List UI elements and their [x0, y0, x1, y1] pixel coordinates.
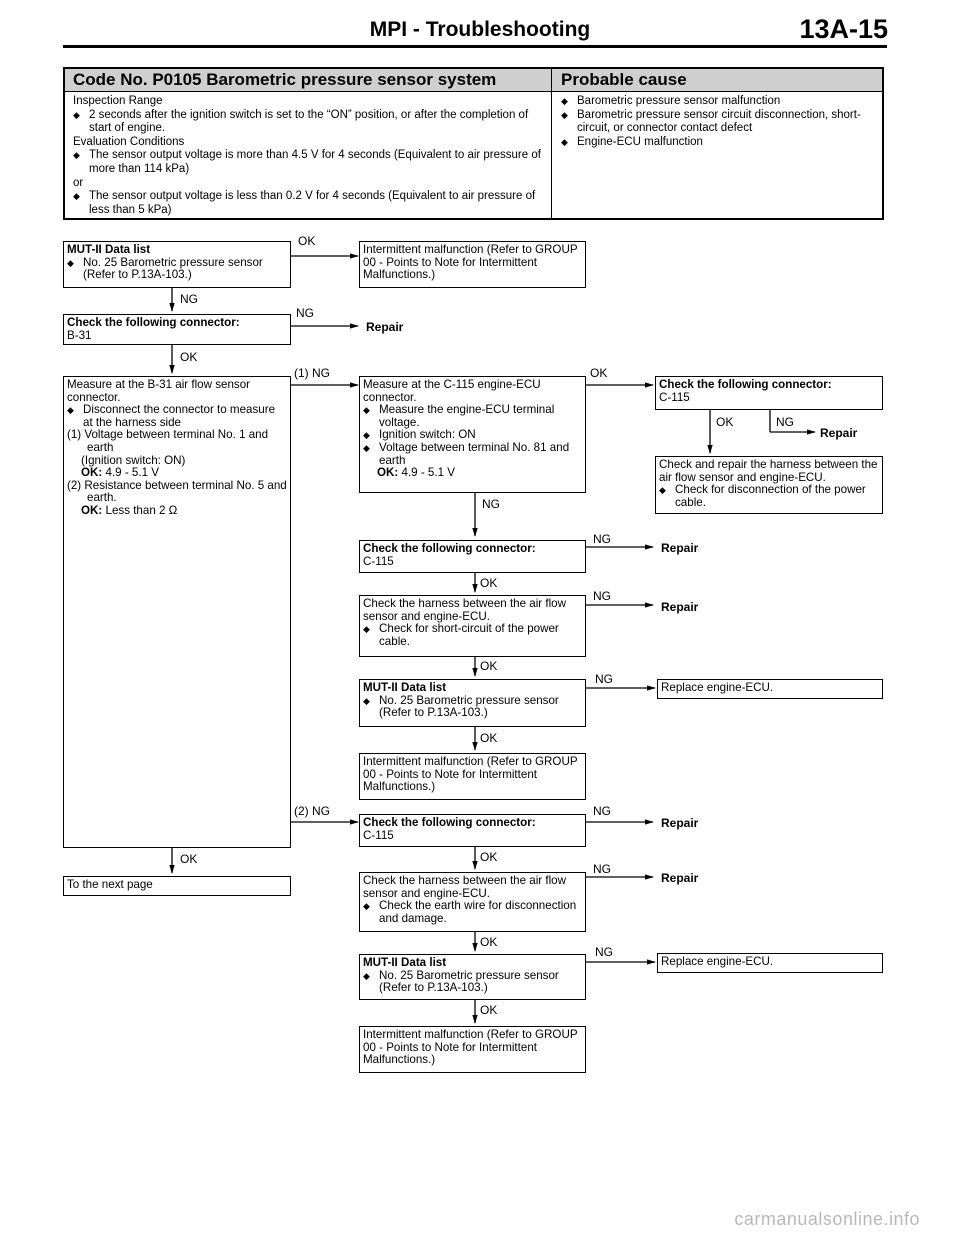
ok-spec-value: 4.9 - 5.1 V	[105, 466, 159, 480]
box-text: Intermittent malfunction (Refer to GROUP 00 - Points to Note for Intermittent Malfunctions.)	[363, 243, 578, 282]
evaluation-label: Evaluation Conditions	[73, 135, 185, 148]
box-title: Check and repair the harness between the air flow sensor and engine-ECU.	[659, 458, 878, 484]
intermittent-malfunction-box	[359, 241, 586, 288]
intermittent-malfunction-box-2	[359, 753, 586, 800]
ok-label: OK	[180, 350, 198, 364]
box-text: Replace engine-ECU.	[661, 955, 774, 968]
mut-data-list-box	[63, 241, 291, 288]
replace-ecu-box-2	[657, 953, 883, 973]
check-connector-b31-box	[63, 314, 291, 345]
ok-label: OK	[180, 852, 198, 866]
step-2: (2) Resistance between terminal No. 5 and earth.	[67, 478, 287, 505]
page-title: MPI - Troubleshooting	[369, 18, 591, 41]
connector-id: C-115	[659, 390, 690, 404]
box-title: Check the following connector:	[363, 542, 536, 555]
evaluation-or: or	[73, 176, 84, 189]
box-title: Check the following connector:	[67, 316, 240, 329]
box-bullet: ◆ Check for short-circuit of the power cable.	[363, 623, 582, 648]
ok-label: OK	[480, 1003, 498, 1017]
cause-item: ◆ Barometric pressure sensor circuit disconnection, short-circuit, or connector contact defect	[561, 109, 876, 136]
box-title: MUT-II Data list	[363, 681, 447, 694]
ng-label: NG	[296, 306, 314, 320]
ok-label: OK	[480, 731, 498, 745]
ng-label: NG	[593, 589, 611, 603]
box-bullet: ◆ No. 25 Barometric pressure sensor (Refer to P.13A-103.)	[363, 970, 582, 995]
inspection-range-label: Inspection Range	[73, 95, 163, 107]
inspection-range-text: ◆ 2 seconds after the ignition switch is set to the “ON” position, or after the completion of start of engine.	[73, 109, 543, 136]
section-code: 13A-15	[799, 14, 888, 44]
measure-c115-box	[359, 376, 586, 493]
repair-label: Repair	[661, 816, 699, 830]
box-bullet: ◆ Measure the engine-ECU terminal voltage.	[363, 404, 582, 429]
ng-label: NG	[593, 862, 611, 876]
connector-id: C-115	[363, 828, 394, 842]
table-header-code: Code No. P0105 Barometric pressure sensor system	[73, 70, 497, 89]
box-text: Intermittent malfunction (Refer to GROUP 00 - Points to Note for Intermittent Malfunctions.)	[363, 755, 578, 794]
check-harness-short-box	[359, 595, 586, 657]
box-bullet: ◆ Check for disconnection of the power cable.	[659, 484, 879, 509]
box-title: Measure at the B-31 air flow sensor connector.	[67, 378, 251, 404]
step-1: (1) Voltage between terminal No. 1 and earth	[67, 428, 269, 454]
evaluation-condition-2: ◆ The sensor output voltage is less than 0.2 V for 4 seconds (Equivalent to air pressure of less than 5 kPa)	[73, 190, 543, 217]
measure-b31-box	[63, 376, 291, 848]
ok-label: OK	[716, 415, 734, 429]
evaluation-condition-1: ◆ The sensor output voltage is more than 4.5 V for 4 seconds (Equivalent to air pressure of more than 114 kPa)	[73, 149, 543, 176]
table-header-cause: Probable cause	[561, 70, 687, 89]
check-harness-earth-box	[359, 872, 586, 932]
box-text: To the next page	[67, 878, 153, 891]
box-bullet: ◆ Voltage between terminal No. 81 and earth	[363, 442, 582, 467]
box-bullet: ◆ No. 25 Barometric pressure sensor (Refer to P.13A-103.)	[67, 257, 287, 282]
cause-item: ◆ Barometric pressure sensor malfunction	[561, 95, 876, 109]
ng-label: NG	[482, 497, 500, 511]
ok-label: OK	[480, 659, 498, 673]
mut-data-list-box-2	[359, 679, 586, 727]
box-title: MUT-II Data list	[67, 243, 151, 256]
ok-spec-label: OK:	[81, 503, 103, 517]
box-bullet: ◆ Disconnect the connector to measure at the harness side	[67, 404, 287, 429]
ok-label: OK	[480, 576, 498, 590]
box-text: Intermittent malfunction (Refer to GROUP 00 - Points to Note for Intermittent Malfunctions.)	[363, 1028, 578, 1067]
box-text: Replace engine-ECU.	[661, 681, 774, 694]
ok-label: OK	[480, 935, 498, 949]
ng-label: NG	[595, 672, 613, 686]
box-title: Check the harness between the air flow sensor and engine-ECU.	[363, 874, 567, 900]
ng-label: NG	[776, 415, 794, 429]
intermittent-malfunction-box-3	[359, 1026, 586, 1073]
ng-label: (1) NG	[294, 366, 330, 380]
repair-label: Repair	[661, 541, 699, 555]
repair-label: Repair	[661, 600, 699, 614]
box-bullet: ◆ Ignition switch: ON	[363, 429, 582, 442]
box-title: Measure at the C-115 engine-ECU connector.	[363, 378, 541, 404]
ok-spec-value: 4.9 - 5.1 V	[401, 466, 455, 480]
step-1-condition: (Ignition switch: ON)	[81, 453, 186, 467]
next-page-box	[63, 876, 291, 896]
check-connector-c115-box-3	[655, 376, 883, 410]
ok-spec-label: OK:	[81, 466, 103, 480]
box-title: Check the following connector:	[659, 378, 832, 391]
ng-label: NG	[595, 945, 613, 959]
connector-id: B-31	[67, 328, 92, 342]
ok-spec-label: OK:	[377, 466, 399, 480]
ok-label: OK	[480, 850, 498, 864]
watermark: carmanualsonline.info	[734, 1209, 920, 1229]
connector-id: C-115	[363, 554, 394, 568]
ok-label: OK	[590, 366, 608, 380]
check-connector-c115-box-2	[359, 814, 586, 847]
ok-spec-value: Less than 2 Ω	[105, 503, 178, 517]
box-title: MUT-II Data list	[363, 956, 447, 969]
ng-label: NG	[593, 532, 611, 546]
repair-label: Repair	[661, 871, 699, 885]
box-bullet: ◆ Check the earth wire for disconnection and damage.	[363, 900, 582, 925]
cause-item: ◆ Engine-ECU malfunction	[561, 136, 876, 150]
replace-ecu-box	[657, 679, 883, 699]
ok-label: OK	[298, 234, 316, 248]
box-title: Check the harness between the air flow sensor and engine-ECU.	[363, 597, 567, 623]
check-connector-c115-box	[359, 540, 586, 573]
ng-label: NG	[593, 804, 611, 818]
mut-data-list-box-3	[359, 954, 586, 1000]
ng-label: (2) NG	[294, 804, 330, 818]
repair-label: Repair	[820, 426, 858, 440]
box-title: Check the following connector:	[363, 816, 536, 829]
box-bullet: ◆ No. 25 Barometric pressure sensor (Refer to P.13A-103.)	[363, 695, 582, 720]
check-repair-harness-box	[655, 456, 883, 514]
repair-label: Repair	[366, 320, 404, 334]
ng-label: NG	[180, 292, 198, 306]
